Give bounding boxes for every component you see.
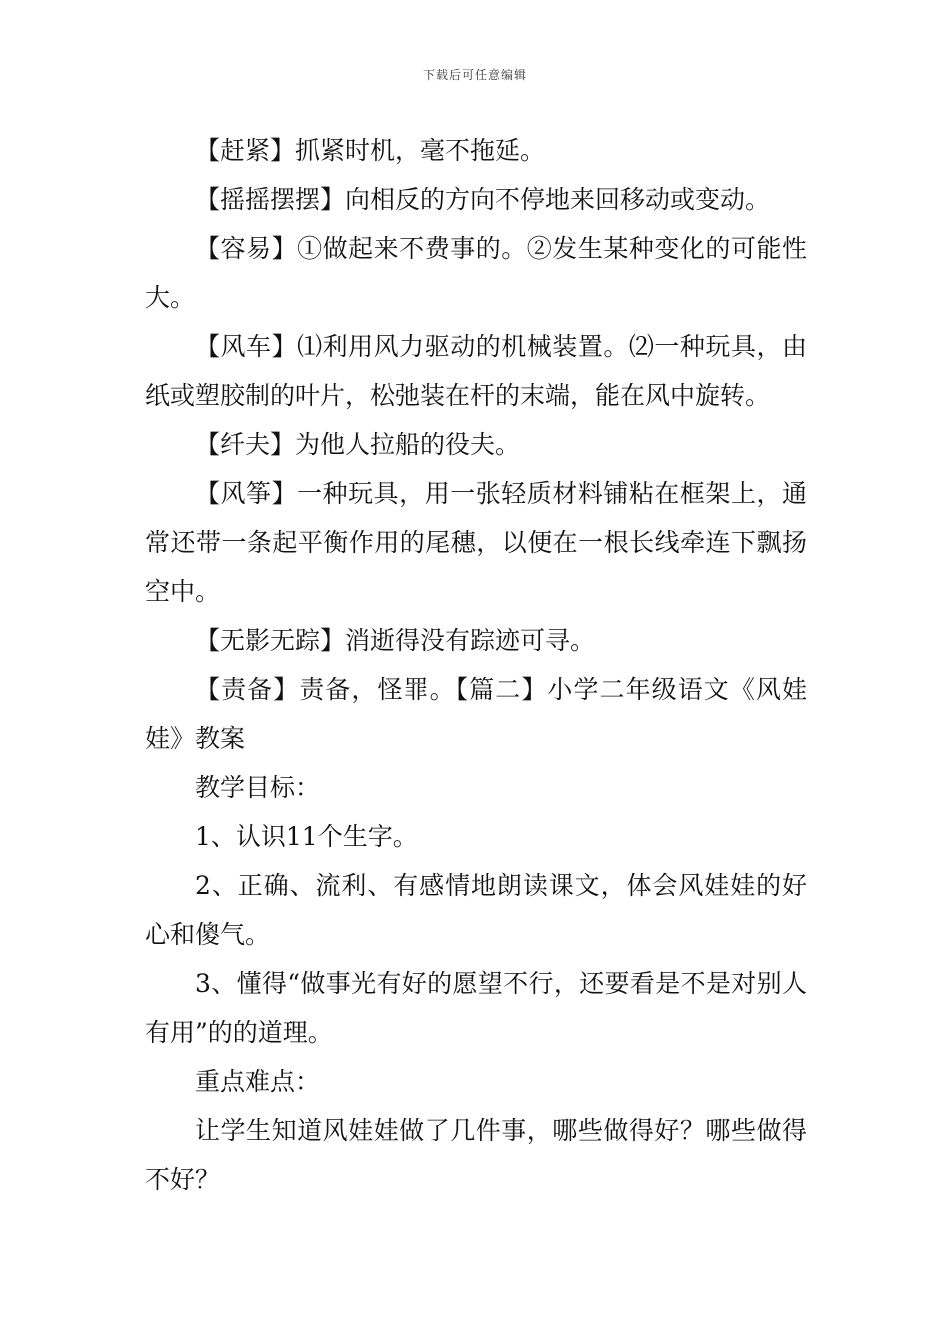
definition-fengche: 【风车】⑴利用风力驱动的机械装置。⑵一种玩具，由纸或塑胶制的叶片，松弛装在杆的末端，能在风中旋转。 (145, 332, 807, 410)
section-heading-goals: 教学目标： (195, 773, 321, 802)
section-heading-key-points: 重点难点： (195, 1067, 321, 1096)
definition-wuyingwuzong: 【无影无踪】消逝得没有踪迹可寻。 (195, 626, 596, 655)
goal-item-2: 2、正确、流利、有感情地朗读课文，体会风娃娃的好心和傻气。 (145, 871, 807, 949)
definition-yaoyaobaibai: 【摇摇摆摆】向相反的方向不停地来回移动或变动。 (195, 185, 771, 214)
goal-item-3: 3、懂得“做事光有好的愿望不行，还要看是不是对别人有用”的的道理。 (145, 969, 807, 1047)
definition-rongyi: 【容易】①做起来不费事的。②发生某种变化的可能性大。 (145, 234, 807, 312)
document-body (145, 126, 807, 1204)
definition-qianfu: 【纤夫】为他人拉船的役夫。 (195, 430, 521, 459)
definition-zebei-and-lesson-title: 【责备】责备，怪罪。【篇二】小学二年级语文《风娃娃》教案 (145, 675, 807, 753)
definition-fengzheng: 【风筝】一种玩具，用一张轻质材料铺粘在框架上，通常还带一条起平衡作用的尾穗，以便在一根长线牵连下飘扬空中。 (145, 479, 807, 606)
page-header-note: 下载后可任意编辑 (422, 68, 527, 82)
goal-item-1: 1、认识11个生字。 (195, 822, 418, 851)
definition-ganjin: 【赶紧】抓紧时机，毫不拖延。 (195, 136, 546, 165)
key-point-text: 让学生知道风娃娃做了几件事，哪些做得好？哪些做得不好？ (145, 1116, 807, 1194)
